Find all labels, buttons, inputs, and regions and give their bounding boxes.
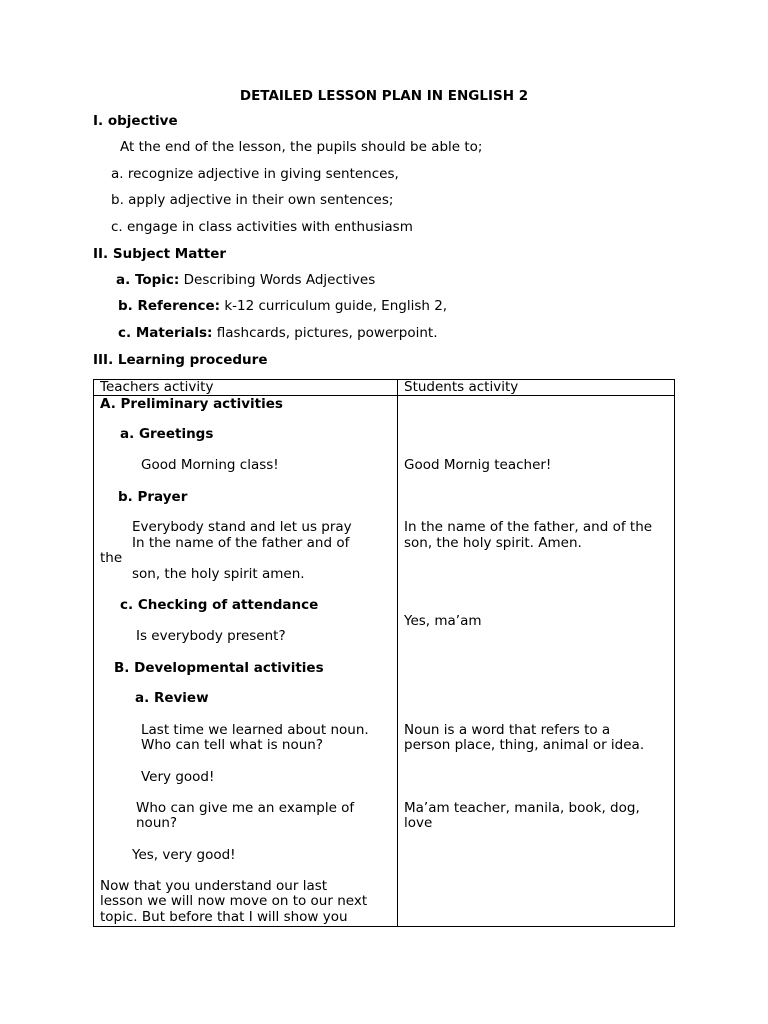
student-greeting-reply: Good Mornig teacher! xyxy=(404,457,552,473)
teacher-review-line-2: Who can tell what is noun? xyxy=(141,737,324,753)
materials-label: c. Materials: xyxy=(118,325,213,341)
student-example-line-1: Ma’am teacher, manila, book, dog, xyxy=(404,800,640,816)
teacher-example-line-2: noun? xyxy=(136,815,178,831)
table-header-row xyxy=(94,380,675,396)
teacher-attendance-question: Is everybody present? xyxy=(136,628,286,644)
topic-line xyxy=(116,272,375,288)
developmental-heading: B. Developmental activities xyxy=(114,660,324,676)
teacher-very-good: Very good! xyxy=(141,769,215,785)
reference-label: b. Reference: xyxy=(118,298,221,314)
objective-intro: At the end of the lesson, the pupils should be able to; xyxy=(120,139,483,155)
objective-item-b: b. apply adjective in their own sentences; xyxy=(111,192,394,208)
teacher-yes-very-good: Yes, very good! xyxy=(132,847,236,863)
teacher-transition-line-1: Now that you understand our last xyxy=(100,878,328,894)
document-title: DETAILED LESSON PLAN IN ENGLISH 2 xyxy=(239,88,529,104)
topic-label: a. Topic: xyxy=(116,272,180,288)
materials-line xyxy=(118,325,438,341)
student-activity-cell xyxy=(398,396,675,927)
teacher-activity-cell xyxy=(94,396,398,927)
preliminary-heading: A. Preliminary activities xyxy=(100,396,283,412)
prayer-heading: b. Prayer xyxy=(118,489,188,505)
teacher-prayer-line-3: the xyxy=(100,550,123,566)
attendance-heading: c. Checking of attendance xyxy=(120,597,319,613)
student-noun-line-2: person place, thing, animal or idea. xyxy=(404,737,645,753)
student-prayer-line-2: son, the holy spirit. Amen. xyxy=(404,535,582,551)
subject-matter-heading: II. Subject Matter xyxy=(93,246,227,262)
header-student-activity: Students activity xyxy=(398,380,675,396)
procedure-table xyxy=(93,379,675,927)
student-example-line-2: love xyxy=(404,815,433,831)
teacher-prayer-line-4: son, the holy spirit amen. xyxy=(132,566,305,582)
student-prayer-line-1: In the name of the father, and of the xyxy=(404,519,653,535)
teacher-example-line-1: Who can give me an example of xyxy=(136,800,355,816)
greetings-heading: a. Greetings xyxy=(120,426,214,442)
header-teacher-activity: Teachers activity xyxy=(94,380,398,396)
teacher-transition-line-2: lesson we will now move on to our next xyxy=(100,893,368,909)
materials-value: flashcards, pictures, powerpoint. xyxy=(212,325,438,341)
table-row xyxy=(94,396,675,927)
student-attendance-reply: Yes, ma’am xyxy=(404,613,482,629)
objective-heading: I. objective xyxy=(93,113,178,129)
reference-line xyxy=(118,298,447,314)
procedure-heading: III. Learning procedure xyxy=(93,352,268,368)
objective-item-a: a. recognize adjective in giving sentences, xyxy=(111,166,399,182)
topic-value: Describing Words Adjectives xyxy=(179,272,376,288)
teacher-greeting: Good Morning class! xyxy=(141,457,279,473)
student-noun-line-1: Noun is a word that refers to a xyxy=(404,722,611,738)
teacher-review-line-1: Last time we learned about noun. xyxy=(141,722,369,738)
review-heading: a. Review xyxy=(135,690,209,706)
reference-value: k-12 curriculum guide, English 2, xyxy=(220,298,448,314)
teacher-prayer-line-1: Everybody stand and let us pray xyxy=(132,519,352,535)
objective-item-c: c. engage in class activities with enthusiasm xyxy=(111,219,413,235)
teacher-prayer-line-2: In the name of the father and of xyxy=(132,535,350,551)
teacher-transition-line-3: topic. But before that I will show you xyxy=(100,909,348,925)
